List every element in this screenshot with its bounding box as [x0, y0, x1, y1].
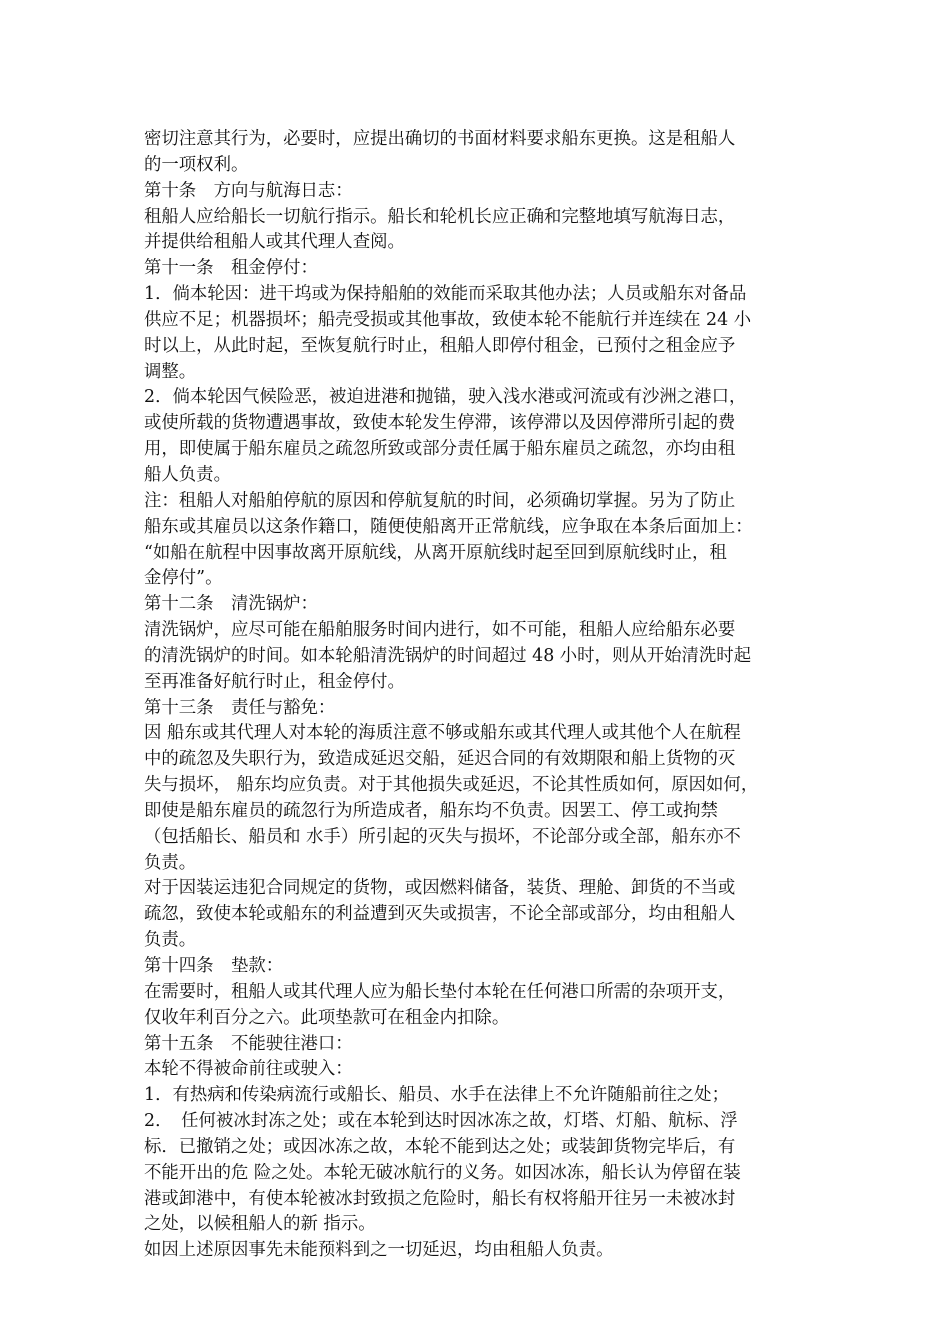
text-line: 负责。 [144, 930, 197, 951]
section-heading: 第十二条 清洗锅炉： [144, 594, 318, 615]
text-line: 供应不足；机器损坏；船壳受损或其他事故，致使本轮不能航行并连续在 24 小 [144, 309, 752, 330]
text-line: 仅收年利百分之六。此项垫款可在租金内扣除。 [144, 1007, 510, 1028]
section-heading: 第十条 方向与航海日志： [144, 180, 353, 201]
text-line: 之处，以候租船人的新 指示。 [144, 1214, 376, 1235]
text-line: 中的疏忽及失职行为，致造成延迟交船，延迟合同的有效期限和船上货物的灭 [144, 749, 736, 770]
text-line: 注：租船人对船舶停航的原因和停航复航的时间，必须确切掌握。另为了防止 [144, 490, 736, 511]
text-line: 即使是船东雇员的疏忽行为所造成者，船东均不负责。因罢工、停工或拘禁 [144, 800, 718, 821]
text-line: 对于因装运违犯合同规定的货物，或因燃料储备，装货、理舱、卸货的不当或 [144, 878, 736, 899]
text-line: “如船在航程中因事故离开原航线，从离开原航线时起至回到原航线时止，租 [144, 542, 727, 563]
text-line: 的一项权利。 [144, 154, 249, 175]
text-line: 2． 任何被冰封冻之处；或在本轮到达时因冰冻之故，灯塔、灯船、航标、浮 [144, 1111, 738, 1132]
text-line: 疏忽，致使本轮或船东的利益遭到灭失或损害，不论全部或部分，均由租船人 [144, 904, 736, 925]
text-line: 密切注意其行为，必要时，应提出确切的书面材料要求船东更换。这是租船人 [144, 129, 736, 149]
text-line: 清洗锅炉，应尽可能在船舶服务时间内进行，如不可能，租船人应给船东必要 [144, 620, 736, 641]
text-line: 不能开出的危 险之处。本轮无破冰航行的义务。如因冰冻，船长认为停留在装 [144, 1162, 741, 1183]
text-line: 调整。 [144, 361, 197, 382]
text-line: 失与损坏， 船东均应负责。对于其他损失或延迟，不论其性质如何，原因如何， [144, 775, 759, 796]
text-line: （包括船长、船员和 水手）所引起的灭失与损坏，不论部分或全部，船东亦不 [144, 826, 741, 847]
text-line: 租船人应给船长一切航行指示。船长和轮机长应正确和完整地填写航海日志， [144, 206, 736, 227]
text-line: 1．有热病和传染病流行或船长、船员、水手在法律上不允许随船前往之处； [144, 1085, 729, 1106]
text-line: 船东或其雇员以这条作籍口，随便使船离开正常航线，应争取在本条后面加上： [144, 516, 753, 537]
text-line: 或使所载的货物遭遇事故，致使本轮发生停滞，该停滞以及因停滞所引起的费 [144, 413, 736, 434]
section-heading: 第十四条 垫款： [144, 956, 284, 976]
text-line: 负责。 [144, 852, 197, 873]
text-line: 如因上述原因事先未能预料到之一切延迟，均由租船人负责。 [144, 1240, 614, 1261]
section-heading: 第十五条 不能驶往港口： [144, 1033, 353, 1054]
text-line: 至再准备好航行时止，租金停付。 [144, 671, 405, 692]
text-line: 用，即使属于船东雇员之疏忽所致或部分责任属于船东雇员之疏忽，亦均由租 [144, 439, 736, 460]
text-line: 港或卸港中，有使本轮被冰封致损之危险时，船长有权将船开往另一未被冰封 [144, 1188, 736, 1209]
text-line: 船人负责。 [144, 464, 231, 485]
text-line: 2．倘本轮因气候险恶，被迫进港和抛锚，驶入浅水港或河流或有沙洲之港口， [144, 387, 747, 408]
text-line: 标．已撤销之处；或因冰冻之故，本轮不能到达之处；或装卸货物完毕后，有 [144, 1136, 736, 1157]
text-line: 并提供给租船人或其代理人查阅。 [144, 232, 405, 253]
document-body [144, 127, 824, 1264]
text-line: 在需要时，租船人或其代理人应为船长垫付本轮在任何港口所需的杂项开支， [144, 981, 736, 1002]
text-line: 时以上，从此时起，至恢复航行时止，租船人即停付租金，已预付之租金应予 [144, 335, 736, 356]
section-heading: 第十一条 租金停付： [144, 258, 318, 279]
text-line: 1．倘本轮因：进干坞或为保持船舶的效能而采取其他办法；人员或船东对备品 [144, 284, 747, 305]
text-line: 金停付”。 [144, 568, 223, 589]
text-line: 的清洗锅炉的时间。如本轮船清洗锅炉的时间超过 48 小时，则从开始清洗时起 [144, 645, 752, 666]
text-line: 本轮不得被命前往或驶入： [144, 1059, 353, 1080]
text-line: 因 船东或其代理人对本轮的海质注意不够或船东或其代理人或其他个人在航程 [144, 723, 741, 744]
section-heading: 第十三条 责任与豁免： [144, 697, 336, 718]
